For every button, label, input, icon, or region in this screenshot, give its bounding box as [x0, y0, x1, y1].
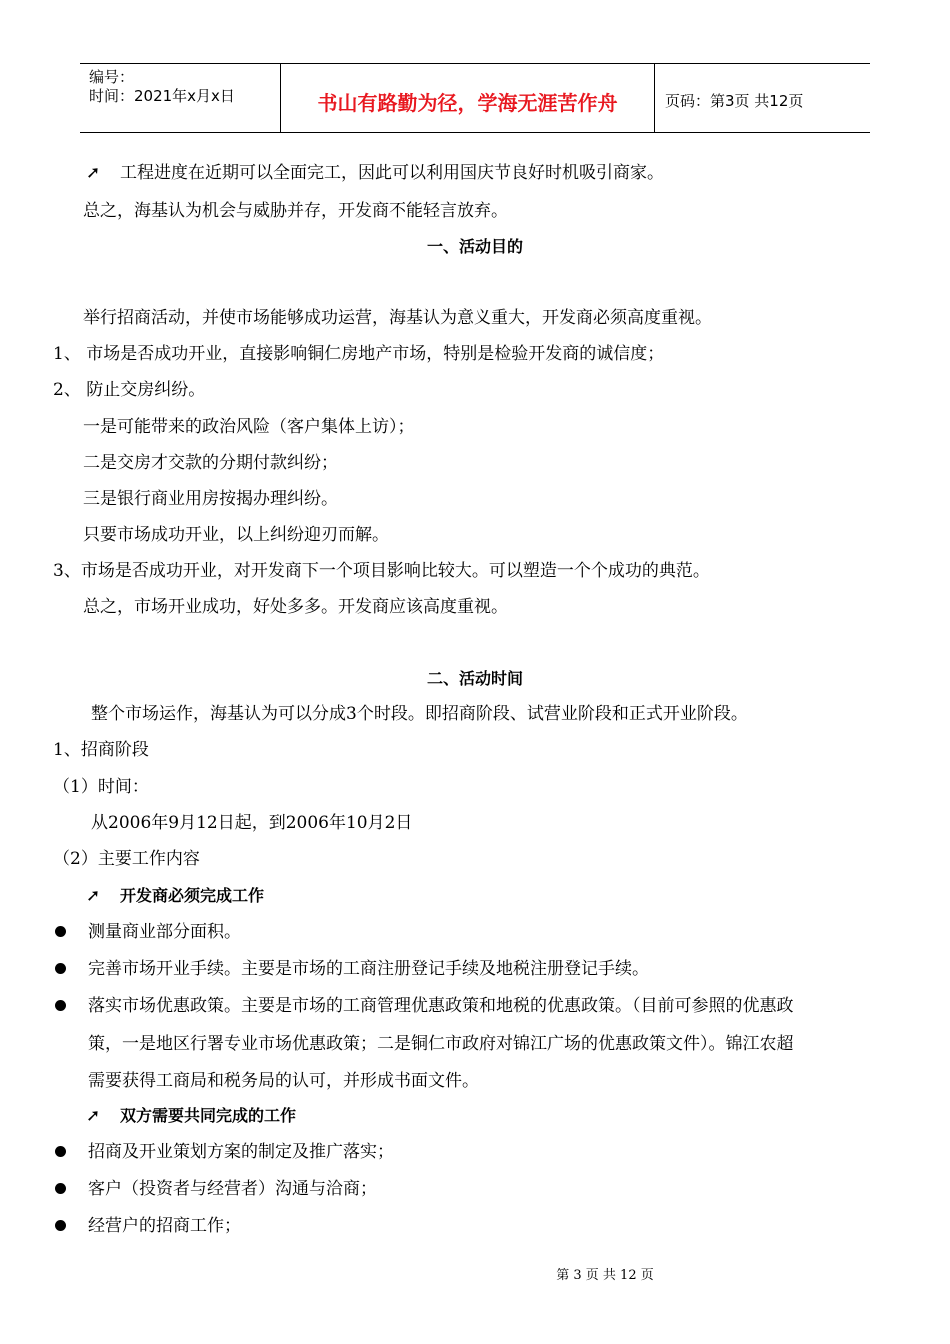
- body-line: 从2006年9月12日起，到2006年10月2日: [91, 813, 413, 833]
- section-heading-purpose: 一、活动目的: [426, 237, 523, 256]
- section-heading-time: 二、活动时间: [426, 669, 523, 688]
- bullet-item: 测量商业部分面积。: [88, 922, 241, 942]
- doc-number-label: 编号：: [89, 68, 135, 86]
- bullet-item: 经营户的招商工作；: [88, 1216, 241, 1236]
- page-header: [80, 63, 870, 133]
- body-line: 整个市场运作，海基认为可以分成3个时段。即招商阶段、试营业阶段和正式开业阶段。: [91, 704, 748, 724]
- body-line: 总之，海基认为机会与威胁并存，开发商不能轻言放弃。: [83, 201, 508, 221]
- bullet-item: 客户（投资者与经营者）沟通与洽商；: [88, 1179, 377, 1199]
- body-line: 只要市场成功开业，以上纠纷迎刃而解。: [83, 525, 389, 545]
- list-item: 2、 防止交房纠纷。: [53, 380, 206, 400]
- subheading: 开发商必须完成工作: [120, 886, 265, 905]
- doc-time-label: 时间：2021年x月x日: [89, 87, 235, 105]
- body-line: （1）时间：: [53, 777, 149, 797]
- bullet-item: 落实市场优惠政策。主要是市场的工商管理优惠政策和地税的优惠政策。（目前可参照的优惠政: [88, 996, 794, 1016]
- arrow-icon: ➚: [86, 886, 101, 906]
- body-line: 总之，市场开业成功，好处多多。开发商应该高度重视。: [83, 597, 508, 617]
- body-line: （2）主要工作内容: [53, 849, 200, 869]
- arrow-icon: ➚: [86, 163, 101, 183]
- body-line: 工程进度在近期可以全面完工，因此可以利用国庆节良好时机吸引商家。: [120, 163, 664, 183]
- bullet-icon: [55, 963, 66, 974]
- subheading: 双方需要共同完成的工作: [120, 1106, 297, 1125]
- body-line: 二是交房才交款的分期付款纠纷；: [83, 453, 338, 473]
- header-motto: 书山有路勤为径，学海无涯苦作舟: [317, 91, 618, 115]
- arrow-icon: ➚: [86, 1106, 101, 1126]
- body-line: 一是可能带来的政治风险（客户集体上访）；: [83, 417, 415, 437]
- header-page-cell: [655, 64, 870, 132]
- bullet-icon: [55, 1220, 66, 1231]
- header-motto-cell: [281, 64, 655, 132]
- bullet-item: 招商及开业策划方案的制定及推广落实；: [88, 1142, 394, 1162]
- header-page-label: 页码：第3页 共12页: [665, 92, 804, 110]
- bullet-item-cont: 策，一是地区行署专业市场优惠政策；二是铜仁市政府对锦江广场的优惠政策文件）。锦江农超: [88, 1034, 794, 1054]
- header-meta: [80, 64, 281, 132]
- bullet-item-cont: 需要获得工商局和税务局的认可，并形成书面文件。: [88, 1071, 479, 1091]
- bullet-icon: [55, 1146, 66, 1157]
- page-footer: 第 3 页 共 12 页: [556, 1268, 654, 1283]
- bullet-icon: [55, 926, 66, 937]
- body-line: 举行招商活动，并使市场能够成功运营，海基认为意义重大，开发商必须高度重视。: [83, 308, 712, 328]
- bullet-item: 完善市场开业手续。主要是市场的工商注册登记手续及地税注册登记手续。: [88, 959, 649, 979]
- list-item: 1、 市场是否成功开业，直接影响铜仁房地产市场，特别是检验开发商的诚信度；: [53, 344, 665, 364]
- bullet-icon: [55, 1183, 66, 1194]
- list-item: 3、市场是否成功开业，对开发商下一个项目影响比较大。可以塑造一个个成功的典范。: [53, 561, 710, 581]
- body-line: 三是银行商业用房按揭办理纠纷。: [83, 489, 338, 509]
- bullet-icon: [55, 1000, 66, 1011]
- body-line: 1、招商阶段: [53, 740, 149, 760]
